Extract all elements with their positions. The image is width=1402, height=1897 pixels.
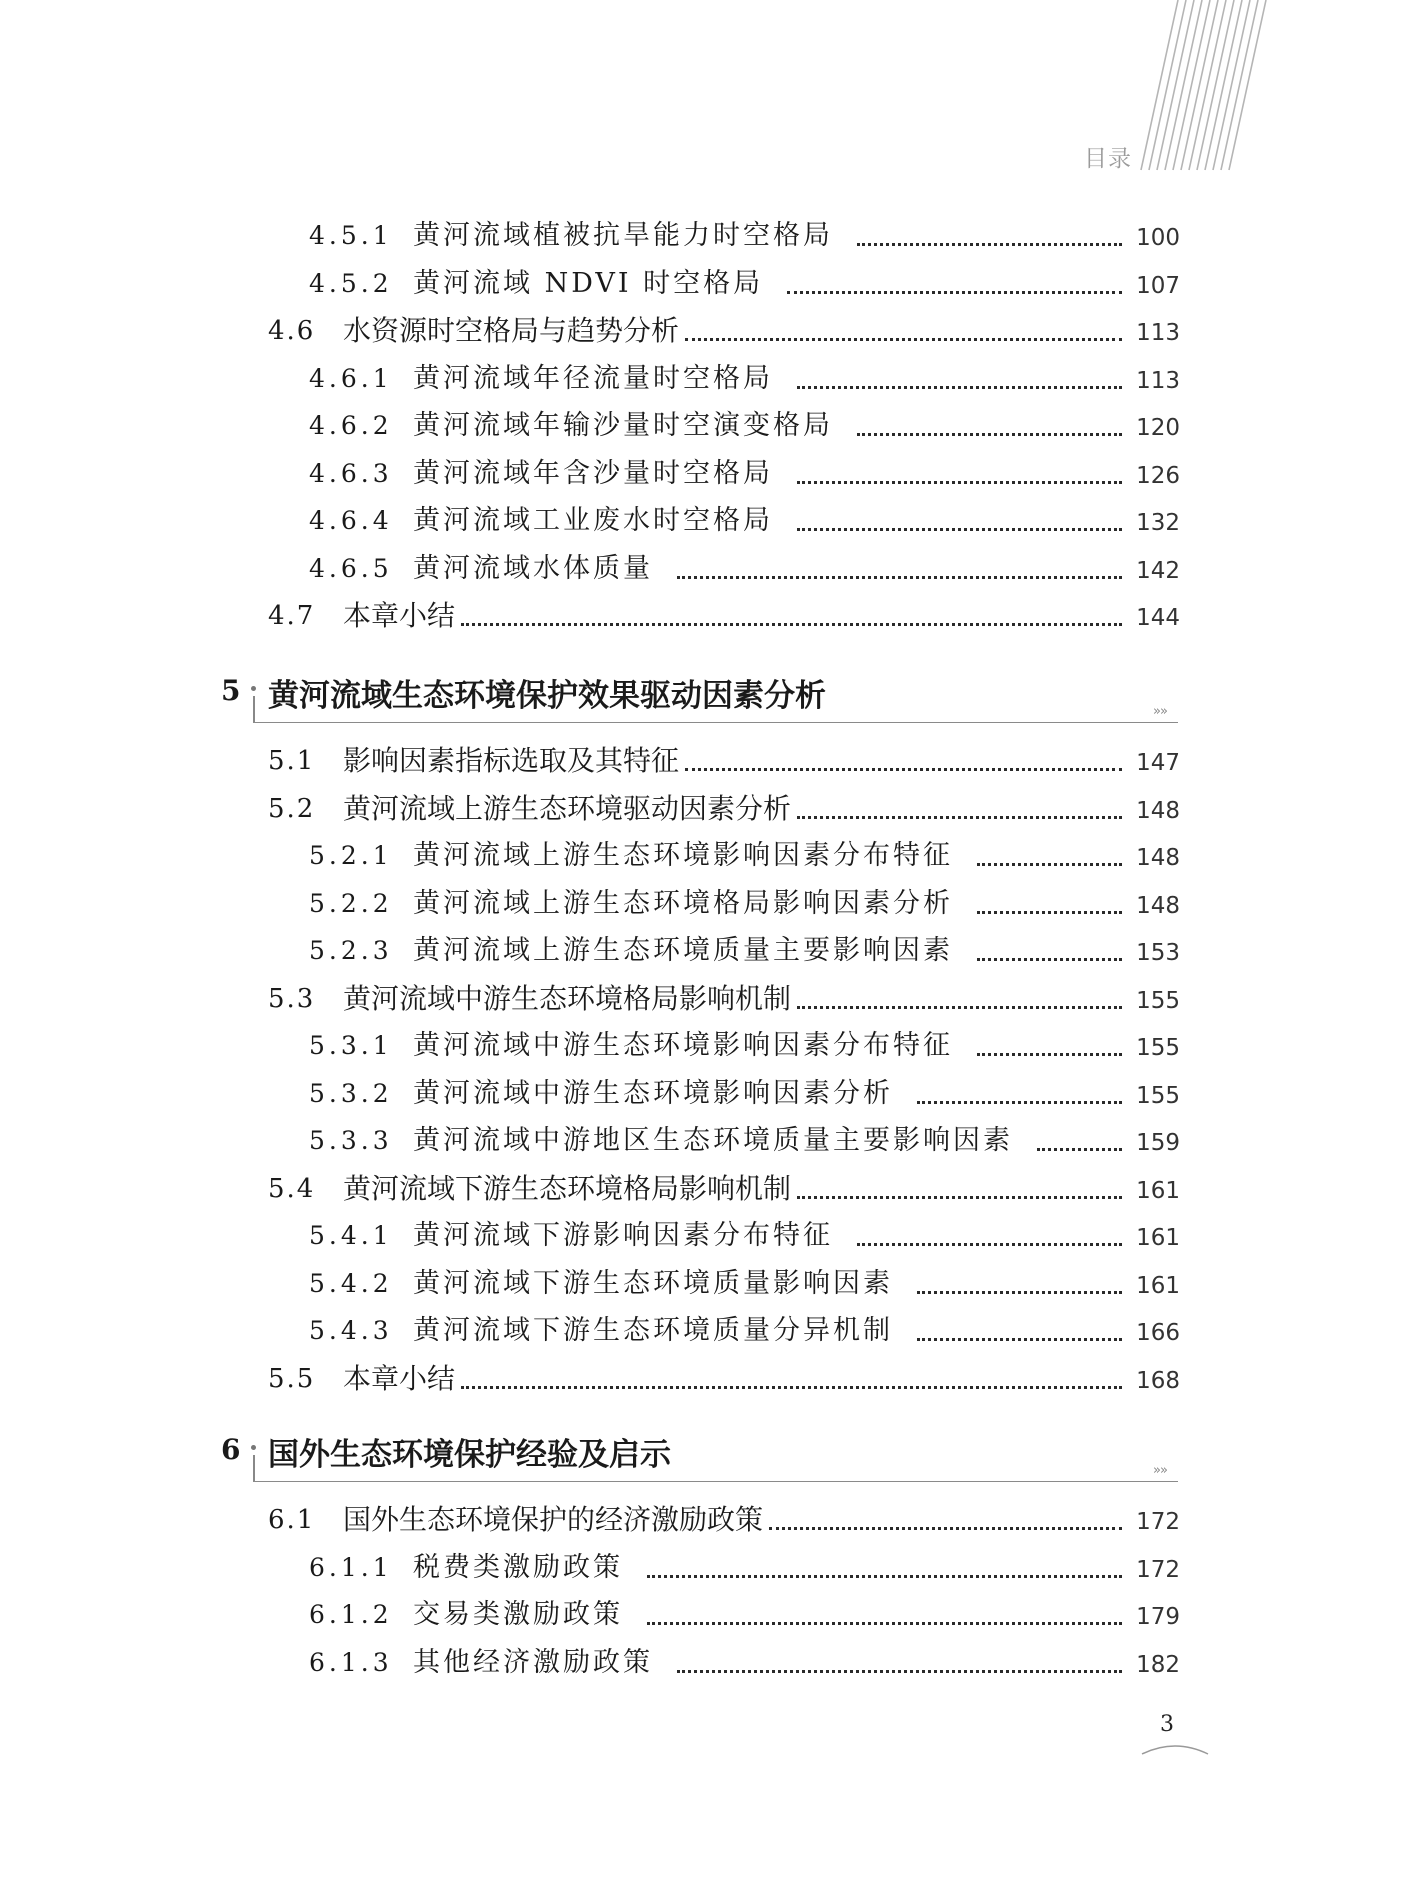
toc-entry-page: 144 — [1136, 605, 1180, 631]
toc-dot-leader — [977, 1053, 1122, 1056]
toc-entry-title: 黄河流域下游影响因素分布特征 — [413, 1220, 833, 1251]
toc-dot-leader — [787, 291, 1122, 294]
toc-dot-leader — [917, 1101, 1122, 1104]
toc-dot-leader — [797, 481, 1122, 484]
toc-entry-title: 黄河流域中游生态环境影响因素分析 — [413, 1077, 893, 1109]
toc-entry[interactable] — [0, 543, 1402, 589]
toc-entry[interactable] — [0, 1353, 1402, 1399]
chapter-title: 黄河流域生态环境保护效果驱动因素分析 — [268, 678, 826, 714]
toc-entry[interactable] — [0, 783, 1402, 829]
toc-entry[interactable] — [0, 400, 1402, 446]
toc-entry[interactable] — [0, 925, 1402, 971]
toc-entry-title: 黄河流域工业废水时空格局 — [413, 505, 773, 536]
toc-entry-page: 161 — [1136, 1225, 1180, 1251]
toc-entry[interactable] — [0, 448, 1402, 494]
toc-entry-title: 水资源时空格局与趋势分析 — [343, 314, 680, 347]
toc-entry-title: 黄河流域上游生态环境影响因素分布特征 — [413, 840, 953, 871]
toc-entry-page: 126 — [1136, 462, 1180, 489]
toc-dot-leader — [461, 623, 1122, 626]
toc-entry-title: 黄河流域下游生态环境质量影响因素 — [413, 1267, 893, 1299]
toc-entry-page: 168 — [1136, 1367, 1180, 1394]
page-number: 3 — [1160, 1712, 1174, 1737]
toc-dot-leader — [461, 1386, 1122, 1389]
toc-entry-page: 148 — [1136, 845, 1180, 871]
toc-entry[interactable] — [0, 305, 1402, 351]
toc-entry-number: 5.4.1 — [309, 1221, 393, 1250]
toc-entry-page: 155 — [1136, 987, 1180, 1014]
toc-entry-number: 5.3.3 — [309, 1126, 393, 1155]
toc-dot-leader — [857, 1243, 1122, 1246]
toc-entry-number: 6.1 — [268, 1505, 316, 1535]
chapter-title: 国外生态环境保护经验及启示 — [268, 1437, 671, 1473]
toc-entry-title: 黄河流域上游生态环境质量主要影响因素 — [413, 935, 953, 966]
chapter-number: 5 — [221, 674, 241, 707]
header-stripes-decoration — [1140, 0, 1280, 175]
toc-entry-title: 黄河流域植被抗旱能力时空格局 — [413, 220, 833, 251]
toc-dot-leader — [977, 863, 1122, 866]
toc-entry-title: 本章小结 — [343, 599, 456, 632]
toc-entry-number: 4.6.5 — [309, 553, 393, 583]
toc-entry-page: 172 — [1136, 1556, 1180, 1583]
toc-entry[interactable] — [0, 1589, 1402, 1635]
toc-entry-page: 113 — [1136, 367, 1180, 394]
toc-entry-number: 4.6.1 — [309, 363, 393, 393]
toc-entry-number: 6.1.3 — [309, 1647, 393, 1677]
toc-dot-leader — [769, 1527, 1122, 1530]
toc-entry-number: 6.1.2 — [309, 1600, 393, 1629]
toc-entry-title: 黄河流域年输沙量时空演变格局 — [413, 410, 833, 441]
toc-entry-title: 黄河流域中游地区生态环境质量主要影响因素 — [413, 1125, 1013, 1156]
toc-entry[interactable] — [0, 258, 1402, 304]
toc-entry-page: 182 — [1136, 1651, 1180, 1678]
toc-entry[interactable] — [0, 878, 1402, 924]
chapter-heading-5[interactable] — [0, 666, 1402, 726]
chapter-heading-6[interactable] — [0, 1425, 1402, 1485]
toc-dot-leader — [977, 911, 1122, 914]
toc-entry-number: 5.4 — [268, 1173, 316, 1204]
toc-entry-page: 142 — [1136, 557, 1180, 584]
toc-entry[interactable] — [0, 973, 1402, 1019]
toc-dot-leader — [685, 338, 1122, 341]
toc-dot-leader — [647, 1622, 1122, 1625]
chapter-chevron-icon: »» — [1153, 704, 1167, 719]
toc-entry-number: 4.5.1 — [309, 221, 393, 250]
chapter-chevron-icon: »» — [1153, 1463, 1167, 1478]
toc-entry-page: 148 — [1136, 797, 1180, 824]
toc-entry-page: 161 — [1136, 1272, 1180, 1299]
toc-entry-number: 5.2.2 — [309, 888, 393, 918]
toc-dot-leader — [797, 1006, 1122, 1009]
toc-entry-page: 155 — [1136, 1035, 1180, 1061]
toc-entry-page: 166 — [1136, 1320, 1180, 1346]
toc-entry-number: 5.1 — [268, 746, 316, 776]
toc-entry[interactable] — [0, 1637, 1402, 1683]
toc-dot-leader — [797, 386, 1122, 389]
toc-dot-leader — [797, 1196, 1122, 1199]
toc-entry-number: 4.6.4 — [309, 506, 393, 535]
toc-entry-number: 5.4.3 — [309, 1316, 393, 1345]
toc-entry[interactable] — [0, 1068, 1402, 1114]
chapter-dot-icon — [251, 1445, 256, 1450]
toc-entry[interactable] — [0, 1494, 1402, 1540]
toc-entry-page: 155 — [1136, 1082, 1180, 1109]
chapter-underline — [253, 722, 1178, 723]
toc-dot-leader — [797, 816, 1122, 819]
chapter-bar-divider — [253, 1455, 255, 1481]
toc-entry[interactable] — [0, 210, 1402, 256]
chapter-number: 6 — [221, 1433, 241, 1466]
toc-entry-page: 107 — [1136, 272, 1180, 299]
toc-entry-page: 153 — [1136, 940, 1180, 966]
toc-entry[interactable] — [0, 590, 1402, 636]
toc-entry-title: 影响因素指标选取及其特征 — [343, 744, 680, 777]
toc-entry[interactable] — [0, 830, 1402, 876]
toc-entry-number: 5.2.1 — [309, 841, 393, 870]
toc-entry-number: 5.2 — [268, 793, 316, 824]
toc-entry-title: 黄河流域上游生态环境格局影响因素分析 — [413, 887, 953, 919]
toc-entry-number: 4.7 — [268, 601, 316, 631]
toc-dot-leader — [857, 243, 1122, 246]
toc-dot-leader — [857, 433, 1122, 436]
toc-entry[interactable] — [0, 353, 1402, 399]
chapter-bar-divider — [253, 696, 255, 722]
toc-entry-title: 交易类激励政策 — [413, 1599, 623, 1630]
toc-entry-title: 本章小结 — [343, 1361, 456, 1395]
toc-entry-number: 4.5.2 — [309, 268, 393, 298]
page-number-swoosh-decoration — [1140, 1740, 1210, 1758]
toc-entry-number: 6.1.1 — [309, 1552, 393, 1582]
toc-entry-page: 159 — [1136, 1130, 1180, 1156]
toc-entry-number: 4.6 — [268, 316, 316, 346]
toc-entry-page: 161 — [1136, 1177, 1180, 1204]
toc-entry-title: 黄河流域中游生态环境格局影响机制 — [343, 981, 792, 1015]
toc-dot-leader — [917, 1291, 1122, 1294]
toc-entry-title: 黄河流域下游生态环境质量分异机制 — [413, 1315, 893, 1346]
toc-entry[interactable] — [0, 1542, 1402, 1588]
toc-dot-leader — [677, 576, 1122, 579]
toc-entry-title: 黄河流域年含沙量时空格局 — [413, 457, 773, 489]
toc-entry-page: 100 — [1136, 225, 1180, 251]
toc-entry-number: 4.6.3 — [309, 458, 393, 488]
toc-entry-title: 黄河流域年径流量时空格局 — [413, 362, 773, 394]
toc-entry-number: 5.5 — [268, 1363, 316, 1394]
toc-entry[interactable] — [0, 1258, 1402, 1304]
toc-entry[interactable] — [0, 1020, 1402, 1066]
toc-entry-title: 国外生态环境保护的经济激励政策 — [343, 1503, 764, 1536]
running-header-title: 目录 — [1084, 146, 1132, 172]
toc-entry-title: 黄河流域 NDVI 时空格局 — [413, 267, 764, 299]
toc-entry-title: 黄河流域上游生态环境驱动因素分析 — [343, 791, 792, 825]
toc-dot-leader — [647, 1575, 1122, 1578]
toc-entry-number: 5.3.1 — [309, 1031, 393, 1060]
toc-entry[interactable] — [0, 1115, 1402, 1161]
toc-entry-page: 148 — [1136, 892, 1180, 919]
toc-entry-number: 5.3 — [268, 983, 316, 1014]
toc-entry-page: 120 — [1136, 415, 1180, 441]
toc-dot-leader — [917, 1338, 1122, 1341]
toc-entry-title: 其他经济激励政策 — [413, 1646, 653, 1678]
toc-entry[interactable] — [0, 1163, 1402, 1209]
toc-entry-page: 172 — [1136, 1509, 1180, 1535]
toc-entry[interactable] — [0, 495, 1402, 541]
toc-dot-leader — [797, 528, 1122, 531]
toc-entry-number: 5.4.2 — [309, 1268, 393, 1298]
toc-entry-page: 179 — [1136, 1604, 1180, 1630]
toc-entry[interactable] — [0, 1210, 1402, 1256]
toc-dot-leader — [685, 768, 1122, 771]
toc-entry-title: 黄河流域水体质量 — [413, 552, 653, 584]
toc-dot-leader — [1037, 1148, 1122, 1151]
toc-entry[interactable] — [0, 735, 1402, 781]
toc-dot-leader — [677, 1670, 1122, 1673]
toc-entry-title: 税费类激励政策 — [413, 1551, 623, 1583]
chapter-underline — [253, 1481, 1178, 1482]
toc-entry-page: 113 — [1136, 320, 1180, 346]
toc-entry-page: 132 — [1136, 510, 1180, 536]
toc-entry-number: 5.3.2 — [309, 1078, 393, 1108]
toc-entry-number: 5.2.3 — [309, 936, 393, 965]
chapter-dot-icon — [251, 686, 256, 691]
toc-entry[interactable] — [0, 1305, 1402, 1351]
toc-entry-page: 147 — [1136, 750, 1180, 776]
toc-entry-title: 黄河流域下游生态环境格局影响机制 — [343, 1171, 792, 1205]
toc-dot-leader — [977, 958, 1122, 961]
toc-entry-title: 黄河流域中游生态环境影响因素分布特征 — [413, 1030, 953, 1061]
toc-entry-number: 4.6.2 — [309, 411, 393, 440]
